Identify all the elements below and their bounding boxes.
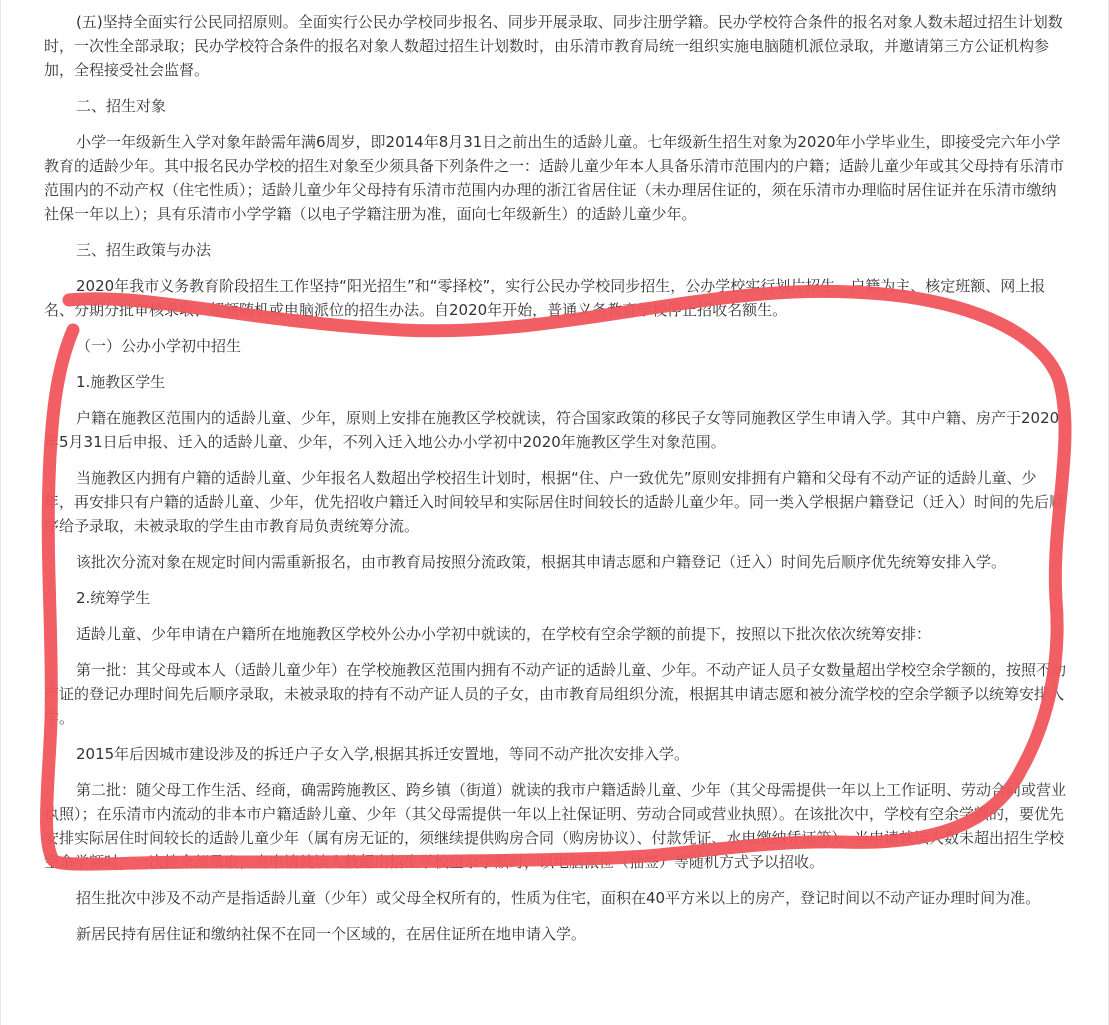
paragraph-recruit-target: 小学一年级新生入学对象年龄需年满6周岁，即2014年8月31日之前出生的适龄儿童。七年级新生招生对象为2020年小学毕业生，即接受完六年小学教育的适龄少年。其中报名民办学校的招生对象至少须具备下列条件之一：适龄儿童少年本人具备乐清市范围内的户籍；适龄儿童少年或其父母持有乐清市范围内的不动产权（住宅性质）；适龄儿童少年父母持有乐清市范围内办理的浙江省居住证（未办理居住证的，须在乐清市办理临时居住证并在乐清市缴纳社保一年以上）；具有乐清市小学学籍（以电子学籍注册为准，面向七年级新生）的适龄儿童少年。 bbox=[44, 133, 1065, 223]
item-heading-coordinated-students: 2.统筹学生 bbox=[76, 589, 151, 607]
paragraph-coordinated-intro: 适龄儿童、少年申请在户籍所在地施教区学校外公办小学初中就读的，在学校有空余学额的前提下，按照以下批次依次统筹安排： bbox=[76, 625, 932, 643]
paragraph-district-residence: 户籍在施教区范围内的适龄儿童、少年，原则上安排在施教区学校就读，符合国家政策的移民子女等同施教区学生申请入学。其中户籍、房产于2020年5月31日后申报、迁入的适龄儿童、少年，不列入迁入地公办小学初中2020年施教区学生对象范围。 bbox=[44, 409, 1060, 451]
paragraph-property-definition: 招生批次中涉及不动产是指适龄儿童（少年）或父母全权所有的，性质为住宅，面积在40平方米以上的房产，登记时间以不动产证办理时间为准。 bbox=[76, 889, 1041, 907]
paragraph-gongmin-tongzhao: (五)坚持全面实行公民同招原则。全面实行公民办学校同步报名、同步开展录取、同步注册学籍。民办学校符合条件的报名对象人数未超过招生计划数时，一次性全部录取；民办学校符合条件的报名对象人数超过招生计划数时，由乐清市教育局统一组织实施电脑随机派位录取，并邀请第三方公证机构参加，全程接受社会监督。 bbox=[44, 13, 1063, 79]
item-heading-district-students: 1.施教区学生 bbox=[76, 373, 166, 391]
section-heading-recruit-target: 二、招生对象 bbox=[76, 97, 167, 115]
section-heading-policy: 三、招生政策与办法 bbox=[76, 241, 212, 259]
paragraph-policy-intro: 2020年我市义务教育阶段招生工作坚持“阳光招生”和“零择校”，实行公民办学校同步招生，公办学校实行划片招生、户籍为主、核定班额、网上报名、分期分批审核录取、超额随机或电脑派位的招生办法。自2020年开始，普通义务教育学校停止招收名额生。 bbox=[44, 277, 1046, 319]
subsection-heading-public-schools: （一）公办小学初中招生 bbox=[76, 337, 242, 355]
paragraph-district-reapply: 该批次分流对象在规定时间内需重新报名，由市教育局按照分流政策，根据其申请志愿和户籍登记（迁入）时间先后顺序优先统筹安排入学。 bbox=[76, 553, 1007, 571]
paragraph-demolition: 2015年后因城市建设涉及的拆迁户子女入学,根据其拆迁安置地，等同不动产批次安排入学。 bbox=[76, 745, 689, 763]
paragraph-new-residents: 新居民持有居住证和缴纳社保不在同一个区域的，在居住证所在地申请入学。 bbox=[76, 925, 587, 943]
article-body bbox=[44, 10, 1066, 958]
paragraph-district-overflow: 当施教区内拥有户籍的适龄儿童、少年报名人数超出学校招生计划时，根据“住、户一致优先”原则安排拥有户籍和父母有不动产证的适龄儿童、少年，再安排只有户籍的适龄儿童、少年，优先招收户籍迁入时间较早和实际居住时间较长的适龄儿童少年。同一类入学根据户籍登记（迁入）时间的先后顺序给予录取，未被录取的学生由市教育局负责统筹分流。 bbox=[44, 469, 1065, 535]
paragraph-second-batch: 第二批：随父母工作生活、经商，确需跨施教区、跨乡镇（街道）就读的我市户籍适龄儿童、少年（其父母需提供一年以上工作证明、劳动合同或营业执照）；在乐清市内流动的非本市户籍适龄儿童、少年（其父母需提供一年以上社保证明、劳动合同或营业执照）。在该批次中，学校有空余学额的，要优先安排实际居住时间较长的适龄儿童少年（属有房无证的，须继续提供购房合同（购房协议）、付款凭证、水电缴纳凭证等）。当申请就读人数未超出招生学校空余学额时，一次性全部录取；当申请就读人数超出招生学校空余学额时，以电脑派位（抽签）等随机方式予以招收。 bbox=[44, 781, 1067, 871]
paragraph-first-batch: 第一批：其父母或本人（适龄儿童少年）在学校施教区范围内拥有不动产证的适龄儿童、少年。不动产证人员子女数量超出学校空余学额的，按照不动产证的登记办理时间先后顺序录取，未被录取的持有不动产证人员的子女，由市教育局组织分流，根据其申请志愿和被分流学校的空余学额予以统筹安排入学。 bbox=[44, 661, 1067, 727]
